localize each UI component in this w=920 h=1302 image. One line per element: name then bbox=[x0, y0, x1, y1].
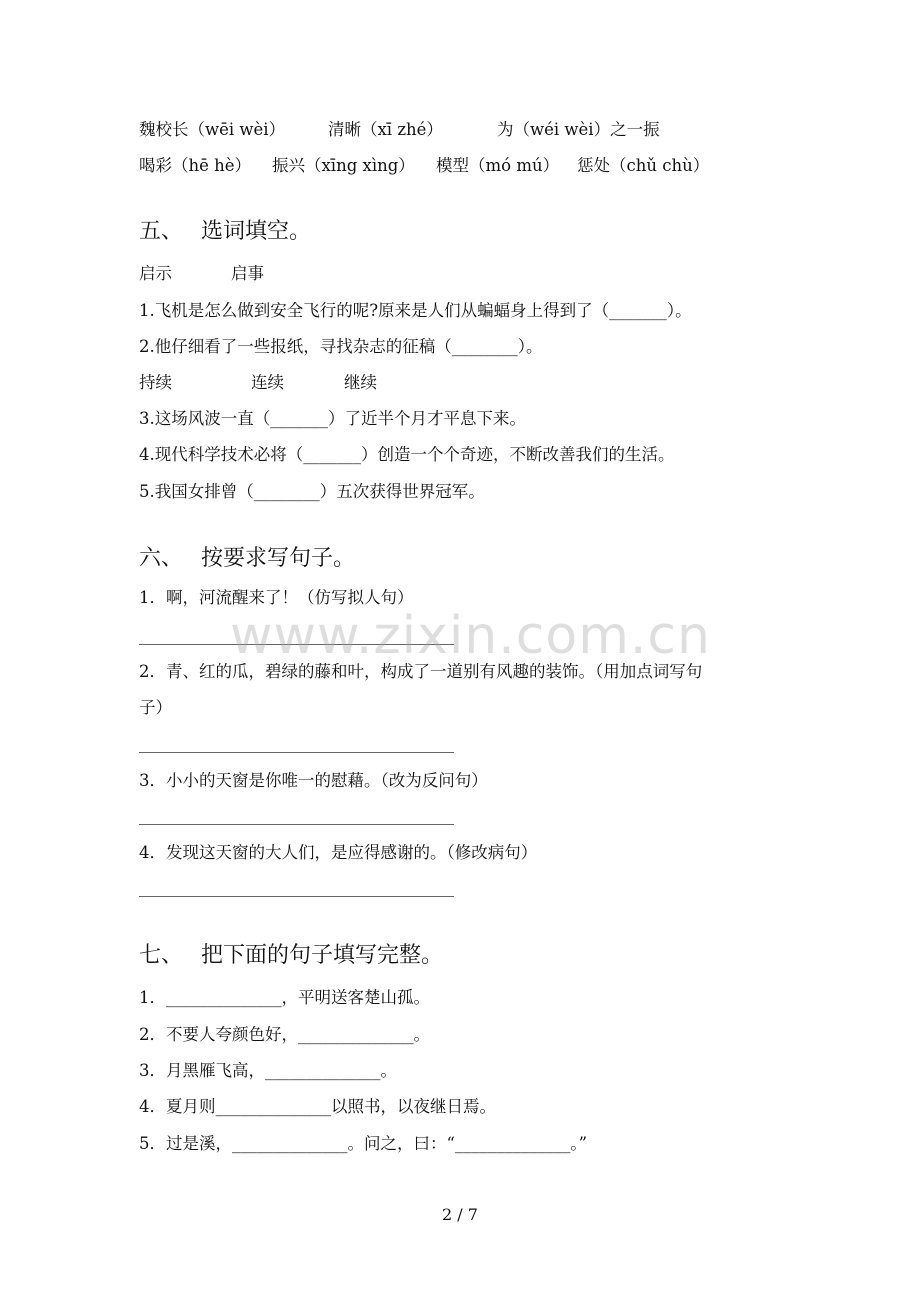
question-item: 4．夏月则______________以照书，以夜继日焉。 bbox=[139, 1097, 496, 1116]
question-item-continued: 子） bbox=[139, 698, 172, 717]
question-item: 2．不要人夸颜色好，______________。 bbox=[139, 1025, 430, 1044]
word-choice: 启示 bbox=[139, 264, 172, 283]
question-item: 2.他仔细看了一些报纸，寻找杂志的征稿（________）。 bbox=[139, 337, 543, 356]
question-item: 1.飞机是怎么做到安全飞行的呢?原来是人们从蝙蝠身上得到了（_______）。 bbox=[139, 301, 692, 320]
pinyin-row-1 bbox=[139, 119, 660, 141]
section-number: 七、 bbox=[139, 943, 184, 968]
section-5-heading bbox=[139, 218, 311, 246]
pinyin-item: 模型（mó mú） bbox=[436, 156, 560, 175]
question-item: 5．过是溪，______________。问之，曰：“______________。” bbox=[139, 1134, 588, 1153]
question-item: 1．______________，平明送客楚山孤。 bbox=[139, 988, 430, 1007]
pinyin-item: 清晰（xī zhé） bbox=[328, 120, 443, 139]
watermark: www.zixin.com.cn bbox=[230, 606, 711, 666]
pinyin-item: 为（wéi wèi）之一振 bbox=[497, 120, 660, 139]
question-item: 4．发现这天窗的大人们，是应得感谢的。（修改病句） bbox=[139, 843, 538, 862]
question-item: 1．啊，河流醒来了！（仿写拟人句） bbox=[139, 588, 414, 607]
page-number: 2 / 7 bbox=[442, 1205, 478, 1224]
word-choice: 启事 bbox=[231, 264, 264, 283]
pinyin-item: 惩处（chǔ chù） bbox=[577, 156, 710, 175]
question-item: 3．月黑雁飞高，______________。 bbox=[139, 1061, 397, 1080]
question-item: 4.现代科学技术必将（_______）创造一个个奇迹，不断改善我们的生活。 bbox=[139, 445, 675, 464]
question-item: 3.这场风波一直（_______）了近半个月才平息下来。 bbox=[139, 409, 526, 428]
question-item: 3．小小的天窗是你唯一的慰藉。（改为反问句） bbox=[139, 771, 488, 790]
word-choice: 持续 bbox=[139, 373, 172, 392]
section-number: 五、 bbox=[139, 219, 184, 244]
question-item: 2．青、红的瓜，碧绿的藤和叶，构成了一道别有风趣的装饰。（用加点词写句 bbox=[139, 662, 703, 681]
question-item: 5.我国女排曾（________）五次获得世界冠军。 bbox=[139, 482, 485, 501]
pinyin-item: 喝彩（hē hè） bbox=[139, 156, 252, 175]
answer-line[interactable] bbox=[139, 896, 454, 897]
section-number: 六、 bbox=[139, 546, 184, 571]
section-6-heading bbox=[139, 545, 355, 573]
section-title: 把下面的句子填写完整。 bbox=[201, 943, 444, 968]
answer-line[interactable] bbox=[139, 824, 454, 825]
word-choice: 继续 bbox=[344, 373, 377, 392]
word-choices-1 bbox=[139, 263, 264, 285]
answer-line[interactable] bbox=[139, 752, 454, 753]
pinyin-item: 振兴（xīng xìng） bbox=[272, 156, 415, 175]
section-7-heading bbox=[139, 942, 443, 970]
pinyin-row-2 bbox=[139, 155, 709, 177]
pinyin-item: 魏校长（wēi wèi） bbox=[139, 120, 286, 139]
section-title: 按要求写句子。 bbox=[201, 546, 356, 571]
section-title: 选词填空。 bbox=[201, 219, 312, 244]
word-choice: 连续 bbox=[251, 373, 284, 392]
word-choices-2 bbox=[139, 372, 377, 394]
